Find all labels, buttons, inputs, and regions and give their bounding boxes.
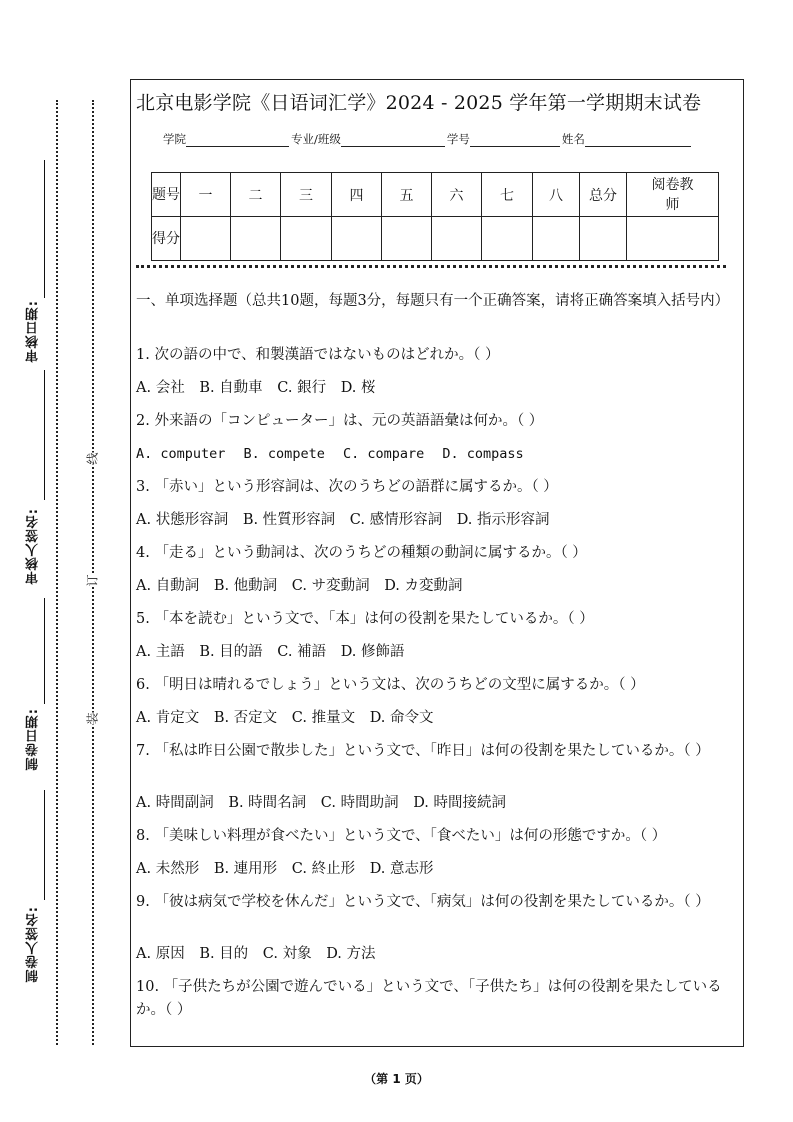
- score-col-1: 一: [181, 173, 231, 217]
- option[interactable]: B. 時間名詞: [228, 795, 307, 811]
- question-1: 1. 次の語の中で、和製漢語ではないものはどれか。（ ）: [136, 347, 500, 363]
- option[interactable]: D. compass: [442, 446, 524, 462]
- option[interactable]: C. 推量文: [291, 710, 356, 726]
- question-8: 8. 「美味しい料理が食べたい」という文で、「食べたい」は何の形態ですか。（ ）: [136, 828, 667, 844]
- option[interactable]: A. computer: [136, 446, 226, 462]
- score-table: [151, 172, 719, 261]
- binding-dotted-line-left: [56, 100, 58, 1045]
- option[interactable]: A. 状態形容詞: [136, 512, 229, 528]
- option[interactable]: D. 桜: [340, 380, 376, 396]
- question-9-options: [136, 943, 386, 966]
- option[interactable]: C. 終止形: [291, 861, 356, 877]
- question-7: 7. 「私は昨日公園で散歩した」という文で、「昨日」は何の役割を果たしているか。（ ）: [136, 743, 710, 759]
- question-3-options: [136, 509, 560, 532]
- field-id-blank[interactable]: [470, 134, 560, 147]
- field-name-label: 姓名: [561, 132, 585, 146]
- binding-char-seal: 装: [85, 712, 100, 725]
- reviewer-signature-label: 审核人签名:: [26, 508, 41, 585]
- score-cell[interactable]: [482, 217, 533, 261]
- score-table-row-label: 题号: [152, 173, 181, 217]
- option[interactable]: B. 目的語: [199, 644, 263, 660]
- option[interactable]: B. 連用形: [213, 861, 278, 877]
- field-major-label: 专业/班级: [291, 132, 341, 146]
- maker-signature-line: [44, 790, 45, 900]
- maker-date-label: 制卷日期:: [26, 708, 41, 771]
- field-id-label: 学号: [446, 132, 470, 146]
- question-4-options: [136, 575, 473, 598]
- question-1-options: [136, 377, 386, 400]
- score-table-score-row: [152, 217, 719, 261]
- option[interactable]: A. 自動詞: [136, 578, 200, 594]
- question-3: 3. 「赤い」という形容詞は、次のうちどの語群に属するか。（ ）: [136, 479, 558, 495]
- option[interactable]: C. 補語: [277, 644, 327, 660]
- reviewer-date-line: [44, 160, 45, 298]
- exam-title: 北京电影学院《日语词汇学》2024 - 2025 学年第一学期期末试卷: [136, 92, 702, 114]
- option[interactable]: B. 目的: [199, 946, 249, 962]
- binding-dotted-line-right: [92, 100, 94, 1045]
- question-10: 10. 「子供たちが公園で遊んでいる」という文で、「子供たち」は何の役割を果たしているか。（ ）: [136, 979, 722, 1018]
- field-name-blank[interactable]: [585, 134, 691, 147]
- option[interactable]: D. 方法: [326, 946, 376, 962]
- score-cell[interactable]: [281, 217, 332, 261]
- question-4: 4. 「走る」という動詞は、次のうちどの種類の動詞に属するか。（ ）: [136, 545, 587, 561]
- score-col-5: 五: [382, 173, 432, 217]
- option[interactable]: D. 修飾語: [340, 644, 405, 660]
- score-col-3: 三: [281, 173, 332, 217]
- question-6-options: [136, 707, 444, 730]
- score-col-7: 七: [482, 173, 533, 217]
- option[interactable]: A. 会社: [136, 380, 185, 396]
- option[interactable]: B. 否定文: [213, 710, 278, 726]
- question-2-options: [136, 443, 534, 466]
- option[interactable]: C. compare: [342, 446, 425, 462]
- option[interactable]: D. 意志形: [369, 861, 434, 877]
- score-cell[interactable]: [627, 217, 719, 261]
- option[interactable]: A. 肯定文: [136, 710, 200, 726]
- question-9: 9. 「彼は病気で学校を休んだ」という文で、「病気」は何の役割を果たしているか。（ ）: [136, 894, 710, 910]
- page-number: （第 1 页）: [364, 1072, 429, 1086]
- section-heading: 一、单项选择题（总共10题，每题3分，每题只有一个正确答案，请将正确答案填入括号内）: [136, 293, 730, 309]
- option[interactable]: C. 対象: [262, 946, 312, 962]
- option[interactable]: C. 時間助詞: [320, 795, 399, 811]
- question-5-options: [136, 641, 415, 664]
- score-col-2: 二: [231, 173, 281, 217]
- score-cell[interactable]: [332, 217, 382, 261]
- score-cell[interactable]: [181, 217, 231, 261]
- field-college-label: 学院: [163, 132, 186, 146]
- score-cell[interactable]: [382, 217, 432, 261]
- question-7-options: [136, 792, 516, 815]
- option[interactable]: C. 銀行: [277, 380, 327, 396]
- score-col-8: 八: [533, 173, 580, 217]
- option[interactable]: B. 自動車: [199, 380, 263, 396]
- option[interactable]: A. 未然形: [136, 861, 200, 877]
- student-info-row: [163, 131, 693, 147]
- score-col-6: 六: [432, 173, 482, 217]
- score-cell[interactable]: [533, 217, 580, 261]
- question-8-options: [136, 858, 444, 881]
- binding-char-line: 线: [85, 452, 100, 465]
- option[interactable]: C. 感情形容詞: [349, 512, 443, 528]
- binding-char-bind: 订: [85, 574, 100, 587]
- option[interactable]: B. 他動詞: [213, 578, 278, 594]
- dotted-separator: [136, 265, 726, 268]
- field-major-blank[interactable]: [341, 134, 445, 147]
- score-cell[interactable]: [432, 217, 482, 261]
- score-row-label: 得分: [152, 217, 181, 261]
- option[interactable]: A. 時間副詞: [136, 795, 214, 811]
- reviewer-date-label: 审核日期:: [26, 300, 41, 363]
- option[interactable]: D. 命令文: [369, 710, 434, 726]
- field-college-blank[interactable]: [186, 134, 289, 147]
- question-2: 2. 外来語の「コンピューター」は、元の英語語彙は何か。（ ）: [136, 413, 544, 429]
- maker-date-line: [44, 598, 45, 704]
- question-6: 6. 「明日は晴れるでしょう」という文は、次のうちどの文型に属するか。（ ）: [136, 677, 645, 693]
- option[interactable]: B. 性質形容詞: [242, 512, 336, 528]
- option[interactable]: C. サ変動詞: [291, 578, 370, 594]
- reviewer-signature-line: [44, 370, 45, 500]
- score-cell[interactable]: [580, 217, 627, 261]
- maker-signature-label: 制卷人签名:: [26, 906, 41, 983]
- option[interactable]: A. 主語: [136, 644, 185, 660]
- score-table-header-row: [152, 173, 719, 217]
- score-cell[interactable]: [231, 217, 281, 261]
- option[interactable]: A. 原因: [136, 946, 185, 962]
- option[interactable]: D. 時間接続詞: [413, 795, 507, 811]
- score-col-grader: 阅卷教师: [627, 173, 719, 217]
- option[interactable]: B. compete: [243, 446, 325, 462]
- option[interactable]: D. 指示形容詞: [456, 512, 550, 528]
- question-5: 5. 「本を読む」という文で、「本」は何の役割を果たしているか。（ ）: [136, 611, 594, 627]
- option[interactable]: D. カ変動詞: [384, 578, 463, 594]
- score-col-4: 四: [332, 173, 382, 217]
- score-col-total: 总分: [580, 173, 627, 217]
